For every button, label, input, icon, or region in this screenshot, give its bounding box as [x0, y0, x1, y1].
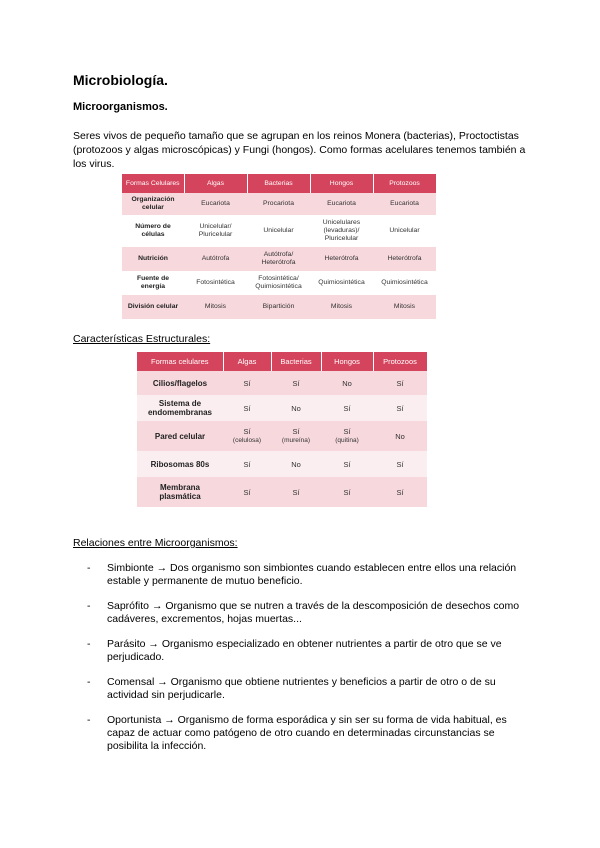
- table-header-cell: Bacterias: [247, 174, 310, 193]
- table-header-cell: Bacterias: [271, 352, 321, 371]
- intro-paragraph: Seres vivos de pequeño tamaño que se agrupan en los reinos Monera (bacterias), Proctoctistas (protozoos y algas microscópicas) y Fungi (hongos). Como formas acelulares tenemos también a los virus.: [73, 130, 526, 170]
- table-row: [137, 371, 427, 395]
- row-header: Membrana plasmática: [137, 477, 223, 507]
- table-cell: No: [321, 371, 373, 395]
- table-header-cell: Protozoos: [373, 352, 427, 371]
- table-header-cell: Formas Celulares: [122, 174, 184, 193]
- row-header: Cilios/flagelos: [137, 371, 223, 395]
- table-row: [122, 295, 436, 319]
- table-cell: Unicelular/ Pluricelular: [184, 215, 247, 247]
- table-cell: Sí: [223, 451, 271, 477]
- table-cell: Eucariota: [310, 193, 373, 215]
- row-header: Pared celular: [137, 421, 223, 451]
- table-cell: Unicelular: [247, 215, 310, 247]
- row-header: Ribosomas 80s: [137, 451, 223, 477]
- table-cell: Sí: [271, 477, 321, 507]
- row-header: División celular: [122, 295, 184, 319]
- table-cell: Sí: [373, 451, 427, 477]
- table-cell: Eucariota: [373, 193, 436, 215]
- table-header-cell: Algas: [223, 352, 271, 371]
- table-header-cell: Hongos: [310, 174, 373, 193]
- table-cell: Unicelulares (levaduras)/ Pluricelular: [310, 215, 373, 247]
- table-cell: No: [271, 451, 321, 477]
- table-cell: Sí: [223, 477, 271, 507]
- table-cell: Mitosis: [310, 295, 373, 319]
- table-header-cell: Protozoos: [373, 174, 436, 193]
- table-header-cell: Algas: [184, 174, 247, 193]
- cell-forms-table: [122, 174, 437, 319]
- table-row: [122, 215, 436, 247]
- table-row: [137, 451, 427, 477]
- table-cell: No: [373, 421, 427, 451]
- section-heading-microorganisms: Microorganismos.: [73, 101, 168, 113]
- list-item: - Simbionte → Dos organismo son simbiontes cuando establecen entre ellos una relación estable y permanente de mutuo beneficio.: [87, 562, 517, 587]
- section-heading-structural: Características Estructurales:: [73, 333, 211, 345]
- table-cell: Autótrofa/ Heterótrofa: [247, 247, 310, 271]
- table-row: [122, 193, 436, 215]
- table-cell: Fotosintética: [184, 271, 247, 295]
- row-header: Nutrición: [122, 247, 184, 271]
- table-cell: Sí: [373, 395, 427, 421]
- table-cell: Sí: [321, 395, 373, 421]
- table-row: [122, 271, 436, 295]
- table-row: [137, 421, 427, 451]
- table-cell: Quimiosintética: [373, 271, 436, 295]
- table-cell: Eucariota: [184, 193, 247, 215]
- list-item: - Oportunista → Organismo de forma esporádica y sin ser su forma de vida habitual, es capaz de actuar como patógeno de otro cuando en determinadas circunstancias se posibilita la infección.: [87, 714, 507, 752]
- table-cell: Procariota: [247, 193, 310, 215]
- table-cell: Heterótrofa: [373, 247, 436, 271]
- table-cell: Fotosintética/ Quimiosintética: [247, 271, 310, 295]
- table-cell: Bipartición: [247, 295, 310, 319]
- row-header: Sistema de endomembranas: [137, 395, 223, 421]
- table-cell: Heterótrofa: [310, 247, 373, 271]
- table-cell: Mitosis: [373, 295, 436, 319]
- table-row: [122, 247, 436, 271]
- table-cell: Sí (quitina): [321, 421, 373, 451]
- table-header-row: [137, 352, 427, 371]
- relations-list: [87, 562, 532, 765]
- table-cell: Sí: [321, 477, 373, 507]
- table-row: [137, 477, 427, 507]
- table-cell: Sí: [271, 371, 321, 395]
- table-cell: Sí: [321, 451, 373, 477]
- structural-features-table: [137, 352, 428, 507]
- row-header: Fuente de energía: [122, 271, 184, 295]
- table-cell: Quimiosintética: [310, 271, 373, 295]
- table-cell: Sí (mureína): [271, 421, 321, 451]
- table-header-cell: Formas celulares: [137, 352, 223, 371]
- row-header: Organización celular: [122, 193, 184, 215]
- list-item: - Saprófito → Organismo que se nutren a través de la descomposición de desechos como cadáveres, excrementos, hojas muertas...: [87, 600, 520, 625]
- table-cell: Mitosis: [184, 295, 247, 319]
- table-row: [137, 395, 427, 421]
- section-heading-relations: Relaciones entre Microorganismos:: [73, 537, 238, 549]
- list-item: - Comensal → Organismo que obtiene nutrientes y beneficios a partir de otro o de su actividad sin perjudicarle.: [87, 676, 496, 701]
- table-header-row: [122, 174, 436, 193]
- table-cell: Sí: [373, 477, 427, 507]
- list-item: - Parásito → Organismo especializado en obtener nutrientes a partir de otro que se ve perjudicado.: [87, 638, 502, 663]
- table-header-cell: Hongos: [321, 352, 373, 371]
- table-cell: No: [271, 395, 321, 421]
- table-cell: Autótrofa: [184, 247, 247, 271]
- table-cell: Sí: [373, 371, 427, 395]
- table-cell: Unicelular: [373, 215, 436, 247]
- table-cell: Sí (celulosa): [223, 421, 271, 451]
- table-cell: Sí: [223, 395, 271, 421]
- table-cell: Sí: [223, 371, 271, 395]
- page-title: Microbiología.: [73, 72, 168, 88]
- row-header: Número de células: [122, 215, 184, 247]
